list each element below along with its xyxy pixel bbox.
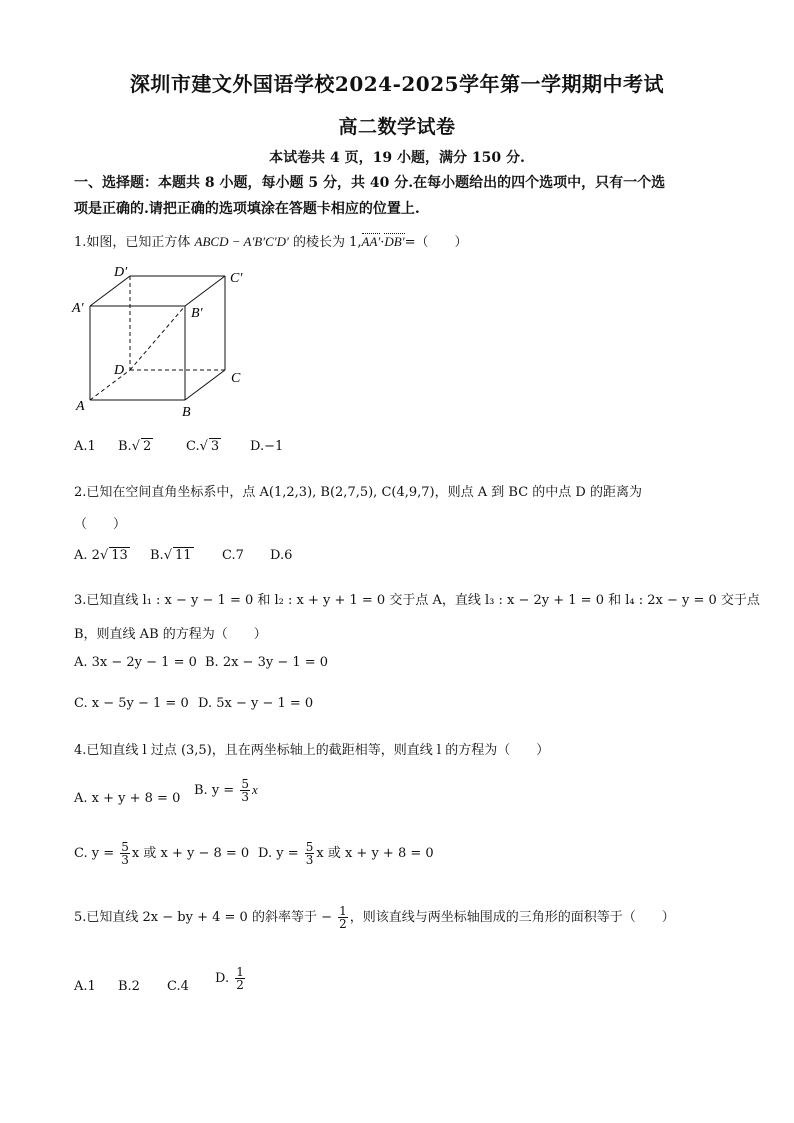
exam-intro: 本试卷共 4 页，19 小题，满分 150 分. (269, 150, 525, 166)
q1-stem-mid: 的棱长为 1, (288, 235, 362, 250)
q3-stem-line1: 3.已知直线 l₁ : x − y − 1 = 0 和 l₂ : x + y + 1 = 0 交于点 A，直线 l₃ : x − 2y + 1 = 0 和 l₄ : 2x − y = 0 交于点 (74, 593, 760, 608)
q1-cube-figure (70, 262, 260, 422)
exam-title: 深圳市建文外国语学校2024-2025学年第一学期期中考试 (129, 72, 665, 96)
q5-option-c[interactable]: C.4 (167, 979, 189, 994)
q5-numerator: 1 (339, 904, 347, 918)
q2-option-a[interactable]: A. 2√ 13 (74, 548, 128, 563)
q1-vector-db1: DB′ (384, 234, 405, 249)
q2-option-a-value: 13 (111, 548, 128, 563)
q5-option-d-denominator: 2 (236, 978, 244, 992)
q4-option-d[interactable] (258, 841, 434, 866)
q3-option-a[interactable]: A. 3x − 2y − 1 = 0 (74, 655, 197, 670)
q2-option-b-label: B. (150, 548, 164, 563)
label-D: D (114, 363, 125, 378)
label-A: A (76, 399, 85, 414)
q5-option-d[interactable] (215, 966, 247, 991)
label-A1: A′ (72, 301, 84, 316)
q5-option-a[interactable]: A.1 (74, 979, 96, 994)
q1-vector-aa1: AA′ (361, 234, 381, 249)
edge-A1D1 (90, 276, 130, 306)
q1-option-b-value: 2 (142, 439, 152, 454)
q4-option-d-denominator: 3 (305, 853, 314, 867)
q3-option-c[interactable]: C. x − 5y − 1 = 0 (74, 696, 189, 711)
q5-denominator: 2 (339, 917, 347, 931)
label-D1: D′ (114, 265, 128, 280)
q3-option-b[interactable]: B. 2x − 3y − 1 = 0 (205, 655, 329, 670)
label-C: C (231, 371, 241, 386)
q1-option-c-label: C. (186, 439, 200, 454)
q1-option-b[interactable]: B.√ 2 (118, 439, 152, 454)
q5-fraction (338, 905, 348, 930)
section1-instruction-line2: 项是正确的.请把正确的选项填涂在答题卡相应的位置上. (74, 201, 420, 217)
q1-option-d[interactable]: D.−1 (250, 439, 284, 454)
q1-stem-prefix: 1.如图，已知正方体 (74, 235, 195, 250)
q2-option-d[interactable]: D.6 (270, 548, 293, 563)
q5-option-d-label: D. (215, 971, 230, 986)
q4-option-c-denominator: 3 (121, 853, 129, 867)
q3-option-d[interactable]: D. 5x − y − 1 = 0 (198, 696, 314, 711)
q4-option-b-fraction (240, 778, 250, 803)
label-B1: B′ (191, 306, 203, 321)
q1-option-c[interactable]: C.√ 3 (186, 439, 220, 454)
q2-stem-line1: 2.已知在空间直角坐标系中，点 A(1,2,3), B(2,7,5), C(4,9,7)，则点 A 到 BC 的中点 D 的距离为 (74, 485, 642, 500)
q5-option-d-fraction (235, 966, 245, 991)
q4-option-b[interactable] (194, 778, 258, 803)
q5-stem-suffix: ，则该直线与两坐标轴围成的三角形的面积等于（ ） (349, 910, 675, 925)
q2-stem-line2: （ ） (74, 517, 127, 532)
q1-stem-end: =（ ） (404, 235, 468, 250)
q4-option-b-prefix: B. y = (194, 783, 235, 798)
q5-stem (74, 905, 675, 930)
q5-option-d-numerator: 1 (236, 965, 244, 979)
q4-option-d-fraction (305, 841, 315, 866)
diagonal-DB1 (130, 306, 185, 370)
q4-option-b-numerator: 5 (241, 777, 249, 791)
q4-option-c-numerator: 5 (121, 840, 129, 854)
q1-dot: · (380, 235, 385, 250)
section1-instruction-line1: 一、选择题：本题共 8 小题，每小题 5 分，共 40 分.在每小题给出的四个选项中，只有一个选 (74, 175, 666, 191)
q4-option-b-denominator: 3 (241, 790, 249, 804)
q3-stem-line2: B，则直线 AB 的方程为（ ） (74, 627, 267, 642)
q2-option-b[interactable]: B.√ 11 (150, 548, 192, 563)
q5-stem-prefix: 5.已知直线 2x − by + 4 = 0 的斜率等于 − (74, 910, 332, 925)
q1-stem (74, 231, 467, 250)
q1-option-c-value: 3 (210, 439, 220, 454)
q4-option-c-fraction (120, 841, 130, 866)
q5-option-b[interactable]: B.2 (118, 979, 140, 994)
q4-option-b-x: x (251, 782, 258, 797)
q1-option-b-label: B. (118, 439, 132, 454)
label-B: B (182, 405, 191, 420)
label-C1: C′ (230, 271, 243, 286)
q4-option-d-suffix: x 或 x + y + 8 = 0 (316, 846, 434, 861)
exam-subtitle: 高二数学试卷 (338, 116, 456, 138)
q4-option-d-numerator: 5 (305, 840, 314, 854)
edge-BC (185, 370, 225, 400)
q4-option-a[interactable]: A. x + y + 8 = 0 (74, 791, 181, 806)
q4-option-c-prefix: C. y = (74, 846, 115, 861)
edge-B1C1 (185, 276, 225, 306)
q4-option-c[interactable] (74, 841, 249, 866)
q2-option-b-value: 11 (174, 548, 192, 563)
q1-cube-name: ABCD − A′B′C′D′ (194, 234, 289, 249)
q2-option-c[interactable]: C.7 (222, 548, 244, 563)
q4-option-d-prefix: D. y = (258, 846, 299, 861)
q1-option-a[interactable]: A.1 (74, 439, 96, 454)
q4-option-c-suffix: x 或 x + y − 8 = 0 (131, 846, 250, 861)
q4-stem: 4.已知直线 l 过点 (3,5)，且在两坐标轴上的截距相等，则直线 l 的方程为（ ） (74, 743, 550, 758)
q2-option-a-label: A. 2 (74, 548, 100, 563)
